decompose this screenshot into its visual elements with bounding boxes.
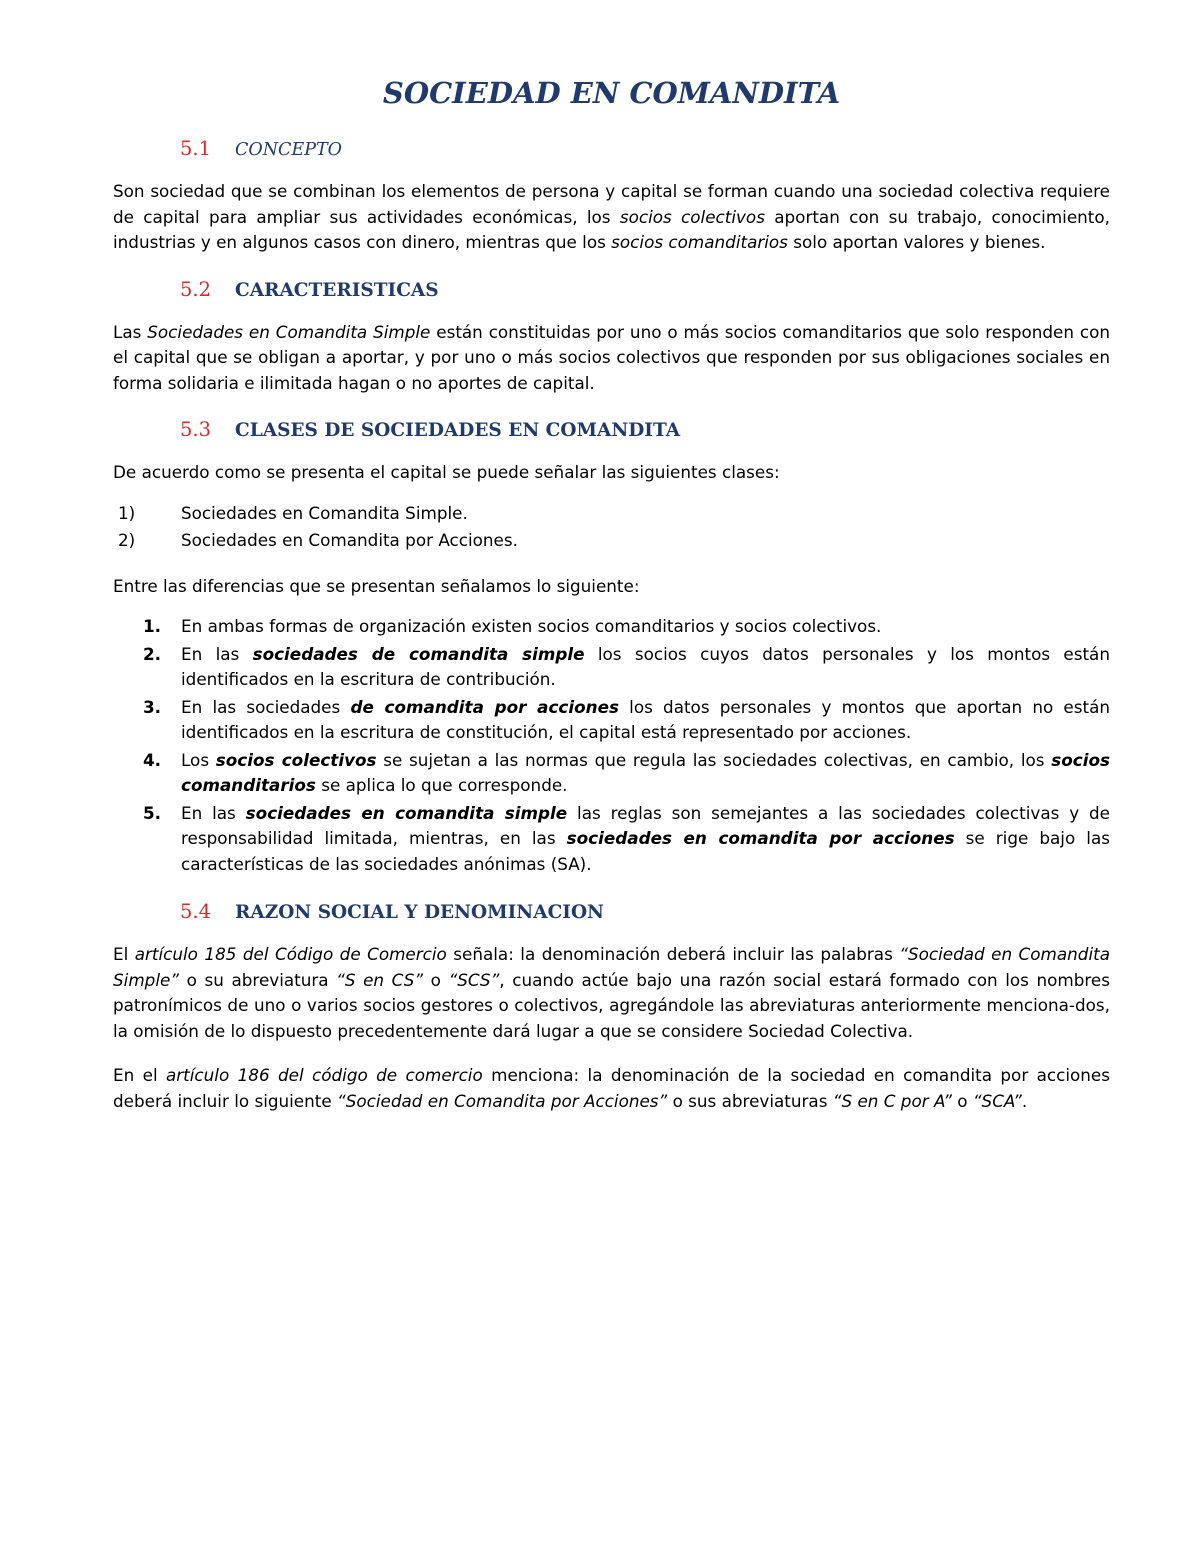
list-item <box>113 528 1110 554</box>
clases-list <box>113 501 1110 554</box>
clases-intro: De acuerdo como se presenta el capital se puede señalar las siguientes clases: <box>113 462 780 482</box>
section-heading-caracteristicas <box>113 275 1110 306</box>
text-run: o sus abreviaturas <box>667 1090 833 1111</box>
text-run: menciona: la denominación de la sociedad en comandita por acciones deberá incluir lo siguiente <box>113 1065 1110 1111</box>
caracteristicas-paragraph <box>113 320 1110 397</box>
articulo-185-paragraph <box>113 942 1110 1044</box>
list-item-text: Sociedades en Comandita Simple. <box>181 502 468 523</box>
text-run-italic: “SCS” <box>448 969 500 990</box>
page-title: SOCIEDAD EN COMANDITA <box>382 76 841 110</box>
text-run-italic: “S en CS” <box>336 969 424 990</box>
text-run-bold-italic: socios comanditarios <box>181 749 1110 795</box>
section-number: 5.4 <box>180 900 212 923</box>
text-run: las reglas son semejantes a las sociedades colectivas y de responsabilidad limitada, mientras, en las <box>181 802 1110 848</box>
text-run-italic: “Sociedad en Comandita Simple” <box>113 944 1110 990</box>
text-run-italic: “Sociedad en Comandita por Acciones” <box>337 1090 668 1111</box>
section-title: RAZON SOCIAL Y DENOMINACION <box>235 902 604 923</box>
list-marker: 3. <box>143 696 162 717</box>
list-item <box>113 642 1110 693</box>
list-marker: 2. <box>143 643 162 664</box>
section-title: CLASES DE SOCIEDADES EN COMANDITA <box>235 420 681 441</box>
text-run: Las <box>113 321 148 342</box>
list-marker: 1) <box>118 502 136 523</box>
text-run: se aplica lo que corresponde. <box>315 775 568 795</box>
text-run-italic: socios comanditarios <box>611 232 788 252</box>
text-run-bold-italic: sociedades en comandita por acciones <box>566 828 955 848</box>
text-run: los datos personales y montos que aportan no están identificados en la escritura de constitución, el capital está representado por acciones. <box>181 696 1110 742</box>
list-item <box>113 748 1110 799</box>
list-item-text <box>181 642 1110 693</box>
text-run: . <box>1021 1090 1028 1111</box>
list-item-text <box>181 748 1110 799</box>
articulo-186-paragraph <box>113 1063 1110 1114</box>
list-marker: 4. <box>143 749 162 770</box>
text-run-bold-italic: sociedades en comandita simple <box>245 802 568 823</box>
section-title: CONCEPTO <box>235 140 343 160</box>
list-item <box>113 801 1110 878</box>
text-run: El <box>113 944 135 964</box>
text-run: , cuando actúe bajo una razón social estará formado con los nombres patronímicos de uno o varios socios gestores o colectivos, agregándole las abreviaturas anteriormente menciona-dos, la omisión de lo dispuesto precedentemente dará lugar a que se considere Sociedad Colectiva. <box>113 969 1110 1041</box>
text-run: En las sociedades <box>181 696 351 717</box>
text-run: los socios cuyos datos personales y los montos están identificados en la escritura de contribución. <box>181 643 1110 689</box>
concepto-paragraph <box>113 179 1110 256</box>
list-marker: 1. <box>143 616 162 636</box>
text-run-italic: “SCA” <box>972 1090 1022 1111</box>
text-run: se rige bajo las características de las sociedades anónimas (SA). <box>181 828 1110 874</box>
text-run: En el <box>113 1065 166 1085</box>
text-run: se sujetan a las normas que regula las sociedades colectivas, en cambio, los <box>376 749 1052 770</box>
text-run-italic: artículo 185 del Código de Comercio <box>134 944 447 964</box>
text-run: Los <box>181 749 216 770</box>
list-item-text <box>181 614 1110 640</box>
section-number: 5.3 <box>180 418 212 441</box>
diferencias-list <box>113 614 1110 877</box>
list-item-text: Sociedades en Comandita por Acciones. <box>181 530 518 550</box>
text-run-bold-italic: sociedades de comandita simple <box>252 643 585 664</box>
text-run-italic: “S en C por A” <box>832 1090 952 1111</box>
text-run-bold-italic: de comandita por acciones <box>350 696 619 717</box>
list-marker: 5. <box>143 802 162 823</box>
text-run: Son sociedad que se combinan los elementos de persona y capital se forman cuando una sociedad colectiva requiere de capital para ampliar sus actividades económicas, los <box>113 181 1110 227</box>
text-run: o <box>951 1090 973 1111</box>
text-run: En las <box>181 802 246 823</box>
list-item <box>113 614 1110 640</box>
text-run: o <box>423 969 449 990</box>
section-number: 5.1 <box>180 137 212 160</box>
text-run-bold-italic: socios colectivos <box>215 749 377 770</box>
text-run: o su abreviatura <box>179 969 337 990</box>
text-run: En las <box>181 643 253 664</box>
text-run-italic: Sociedades en Comandita Simple <box>147 321 431 342</box>
text-run: están constituidas por uno o más socios comanditarios que solo responden con el capital que se obligan a aportar, y por uno o más socios colectivos que responden por sus obligaciones sociales en forma solidaria e ilimitada hagan o no aportes de capital. <box>113 321 1110 393</box>
list-marker: 2) <box>118 530 136 550</box>
text-run: aportan con su trabajo, conocimiento, industrias y en algunos casos con dinero, mientras que los <box>113 206 1110 252</box>
diferencias-intro: Entre las diferencias que se presentan señalamos lo siguiente: <box>113 575 640 596</box>
text-run: En ambas formas de organización existen socios comanditarios y socios colectivos. <box>181 616 882 636</box>
section-heading-razon-social <box>113 897 1110 928</box>
list-item-text <box>181 801 1110 878</box>
list-item <box>113 695 1110 746</box>
section-heading-concepto <box>113 134 1110 165</box>
text-run-italic: artículo 186 del código de comercio <box>166 1065 483 1085</box>
list-item <box>113 501 1110 527</box>
list-item-text <box>181 695 1110 746</box>
section-number: 5.2 <box>180 277 212 301</box>
document-page <box>113 70 1110 1133</box>
text-run-italic: socios colectivos <box>619 206 765 227</box>
section-heading-clases <box>113 415 1110 446</box>
text-run: señala: la denominación deberá incluir las palabras <box>446 944 900 964</box>
section-title: CARACTERISTICAS <box>235 279 439 301</box>
text-run: solo aportan valores y bienes. <box>787 232 1046 252</box>
